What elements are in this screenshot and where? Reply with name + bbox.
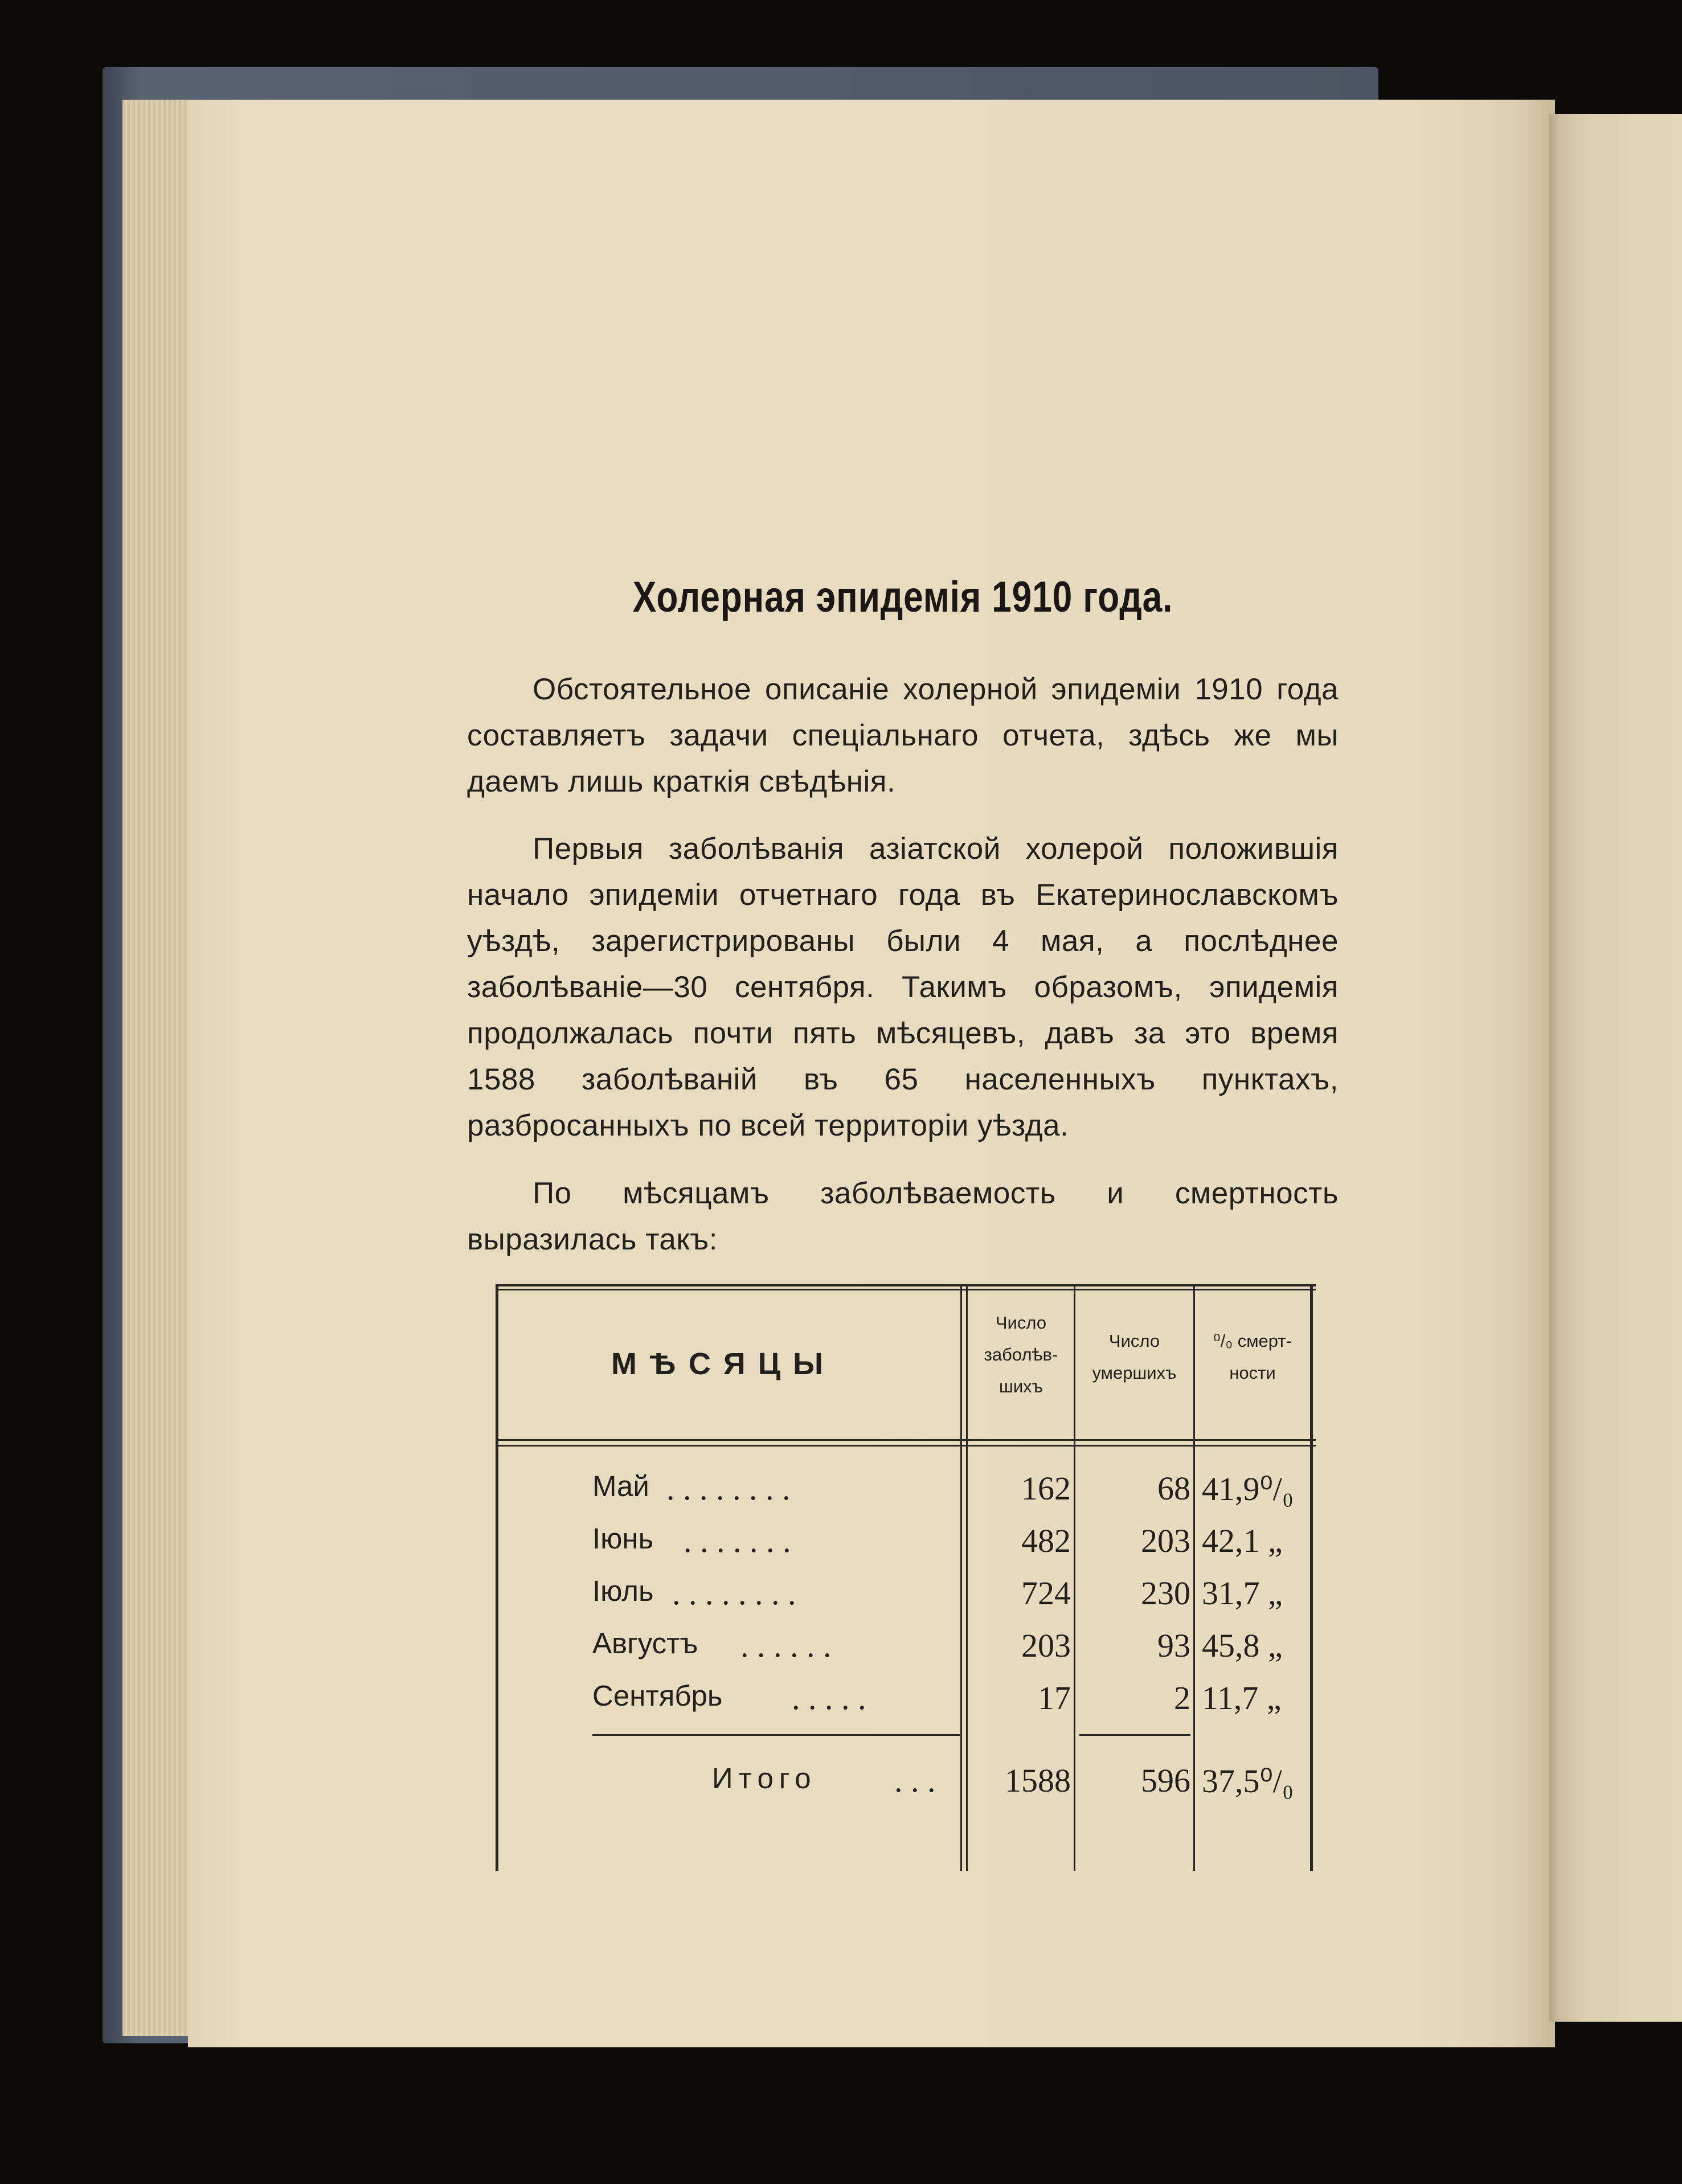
- total-rate: 37,5⁰/₀: [1202, 1763, 1294, 1800]
- header-dead-line2: умершихъ: [1092, 1363, 1177, 1383]
- row-dead: 230: [1141, 1575, 1190, 1612]
- paragraph-course: [467, 826, 1339, 1149]
- total-rule-name: [592, 1734, 960, 1736]
- row-rate: 11,7 „: [1202, 1679, 1282, 1716]
- paragraph-course-text: Первыя заболѣванія азіатской холерой положившія начало эпидеміи отчетнаго года въ Екатеринославскомъ уѣздѣ, зарегистрированы были 4 мая, а послѣднее заболѣваніе—30 сентября. Такимъ образомъ, эпидемія продолжалась почти пять мѣсяцевъ, давъ за это время 1588 заболѣваній въ 65 населенныхъ пунктахъ, разбросанныхъ по всей территоріи уѣзда.: [467, 832, 1339, 1142]
- table-top-rule: [496, 1284, 1316, 1286]
- total-sick: 1588: [1005, 1762, 1071, 1799]
- row-rate: 42,1 „: [1202, 1522, 1283, 1559]
- row-month: Іюль: [592, 1575, 654, 1607]
- header-sick: [968, 1307, 1074, 1403]
- paragraph-months: [467, 1170, 1339, 1263]
- header-sick-line1: Число: [995, 1313, 1047, 1333]
- row-month: Августъ: [592, 1627, 698, 1659]
- table-row: Августъ . . . . . . 203 93 45,8 „: [496, 1626, 1316, 1679]
- row-sick: 724: [1021, 1575, 1071, 1612]
- total-rule-dead: [1079, 1734, 1190, 1736]
- table-row: Іюль . . . . . . . . 724 230 31,7 „: [496, 1574, 1316, 1626]
- cholera-table: [496, 1284, 1316, 1874]
- row-dead: 2: [1174, 1679, 1190, 1716]
- row-rate: 31,7 „: [1202, 1575, 1283, 1612]
- row-rate: 41,9⁰/₀: [1202, 1470, 1294, 1507]
- table-row: Іюнь . . . . . . . 482 203 42,1 „: [496, 1522, 1316, 1574]
- header-rate: [1195, 1325, 1310, 1389]
- row-dead: 68: [1157, 1470, 1190, 1507]
- row-month: Май: [592, 1470, 649, 1502]
- table-top-rule-2: [496, 1289, 1316, 1290]
- total-dead: 596: [1141, 1762, 1190, 1799]
- header-rate-line1: ⁰/₀ смерт-: [1213, 1331, 1292, 1351]
- header-dead-line1: Число: [1108, 1331, 1160, 1351]
- header-rate-line2: ности: [1229, 1363, 1276, 1383]
- row-sick: 482: [1021, 1522, 1071, 1559]
- row-sick: 17: [1038, 1679, 1071, 1716]
- row-dead: 93: [1157, 1627, 1190, 1664]
- header-dead: [1075, 1325, 1193, 1389]
- facing-page-edge: [1549, 114, 1682, 2022]
- paragraph-months-text: По мѣсяцамъ заболѣваемость и смертность выразилась такъ:: [467, 1177, 1339, 1256]
- paragraph-intro: [467, 666, 1339, 805]
- row-month: Іюнь: [592, 1522, 654, 1555]
- header-sick-line2: заболѣв-: [984, 1345, 1058, 1365]
- paragraph-intro-text: Обстоятельное описаніе холерной эпидеміи 1910 года составляетъ задачи спеціальнаго отчета, здѣсь же мы даемъ лишь краткія свѣдѣнія.: [467, 673, 1339, 798]
- table-total-row: Итого . . . 1588 596 37,5⁰/₀: [496, 1761, 1316, 1814]
- total-label: Итого: [712, 1762, 817, 1794]
- row-sick: 203: [1021, 1627, 1071, 1664]
- header-month: МѢСЯЦЫ: [611, 1347, 836, 1381]
- row-month: Сентябрь: [592, 1679, 723, 1712]
- header-rule-2: [496, 1445, 1316, 1447]
- header-sick-line3: шихъ: [998, 1376, 1043, 1396]
- row-rate: 45,8 „: [1202, 1627, 1283, 1664]
- row-sick: 162: [1021, 1470, 1071, 1507]
- table-row: Сентябрь . . . . . 17 2 11,7 „: [496, 1679, 1316, 1731]
- table-row: Май . . . . . . . . 162 68 41,9⁰/₀: [496, 1469, 1316, 1522]
- header-rule: [496, 1439, 1316, 1441]
- row-dead: 203: [1141, 1522, 1190, 1559]
- page-title: Холерная эпидемія 1910 года.: [632, 573, 1173, 621]
